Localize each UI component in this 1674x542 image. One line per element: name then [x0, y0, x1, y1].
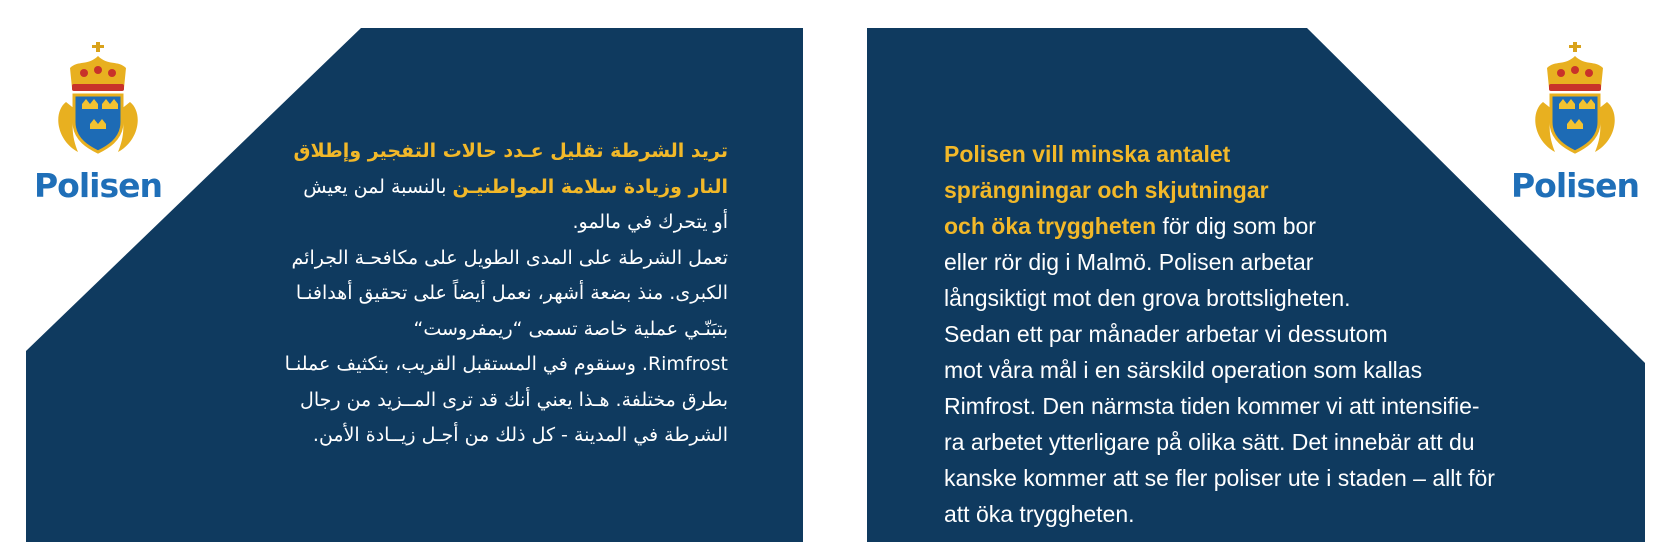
arabic-line: أو يتحرك في مالمو. — [572, 211, 728, 233]
police-crest-icon — [48, 40, 148, 165]
swedish-line: kanske kommer att se fler poliser ute i staden – allt för — [944, 465, 1495, 491]
swedish-line — [944, 208, 1624, 244]
arabic-line: Rimfrost. وسنقوم في المستقبل القريب، بتكثيف عملنـا — [284, 353, 728, 375]
arabic-line: بتبَنّـي عملية خاصة تسمى “ريمفروست“ — [413, 317, 728, 340]
arabic-line: تريد الشرطة تقليل عـدد حالات التفجير وإطلاق — [293, 140, 728, 162]
swedish-line: att öka tryggheten. — [944, 501, 1135, 527]
arabic-text — [228, 134, 728, 454]
swedish-line: långsiktigt mot den grova brottsligheten. — [944, 285, 1351, 311]
swedish-line-rest: för dig som bor — [1156, 213, 1316, 239]
swedish-line: ra arbetet ytterligare på olika sätt. Det innebär att du — [944, 429, 1475, 455]
swedish-line: Rimfrost. Den närmsta tiden kommer vi att intensifie- — [944, 393, 1480, 419]
swedish-line: mot våra mål i en särskild operation som kallas — [944, 357, 1423, 383]
swedish-text — [944, 136, 1624, 532]
arabic-line: الشرطة في المدينة - كل ذلك من أجـل زيــادة الأمن. — [312, 424, 728, 446]
logo-wordmark: Polisen — [34, 166, 162, 205]
swedish-line: sprängningar och skjutningar — [944, 177, 1269, 203]
arabic-highlight: النار وزيادة سلامة المواطنيـن — [452, 175, 728, 198]
arabic-line: تعمل الشرطة على المدى الطويل على مكافحـة الجرائم — [291, 246, 728, 269]
swedish-line: Sedan ett par månader arbetar vi dessutom — [944, 321, 1388, 347]
arabic-line: الكبرى. منذ بضعة أشهر، نعمل أيضاً على تحقيق أهدافنـا — [295, 282, 728, 304]
police-logo — [33, 40, 163, 220]
swedish-highlight: och öka tryggheten — [944, 213, 1157, 239]
swedish-line: eller rör dig i Malmö. Polisen arbetar — [944, 249, 1314, 275]
swedish-line: Polisen vill minska antalet — [944, 141, 1231, 167]
arabic-line — [228, 170, 728, 206]
logo-wordmark: Polisen — [1511, 166, 1639, 205]
arabic-line: بطرق مختلفة. هـذا يعني أنك قد ترى المــزيد من رجال — [300, 388, 728, 411]
arabic-line-rest: بالنسبة لمن يعيش — [303, 175, 453, 198]
